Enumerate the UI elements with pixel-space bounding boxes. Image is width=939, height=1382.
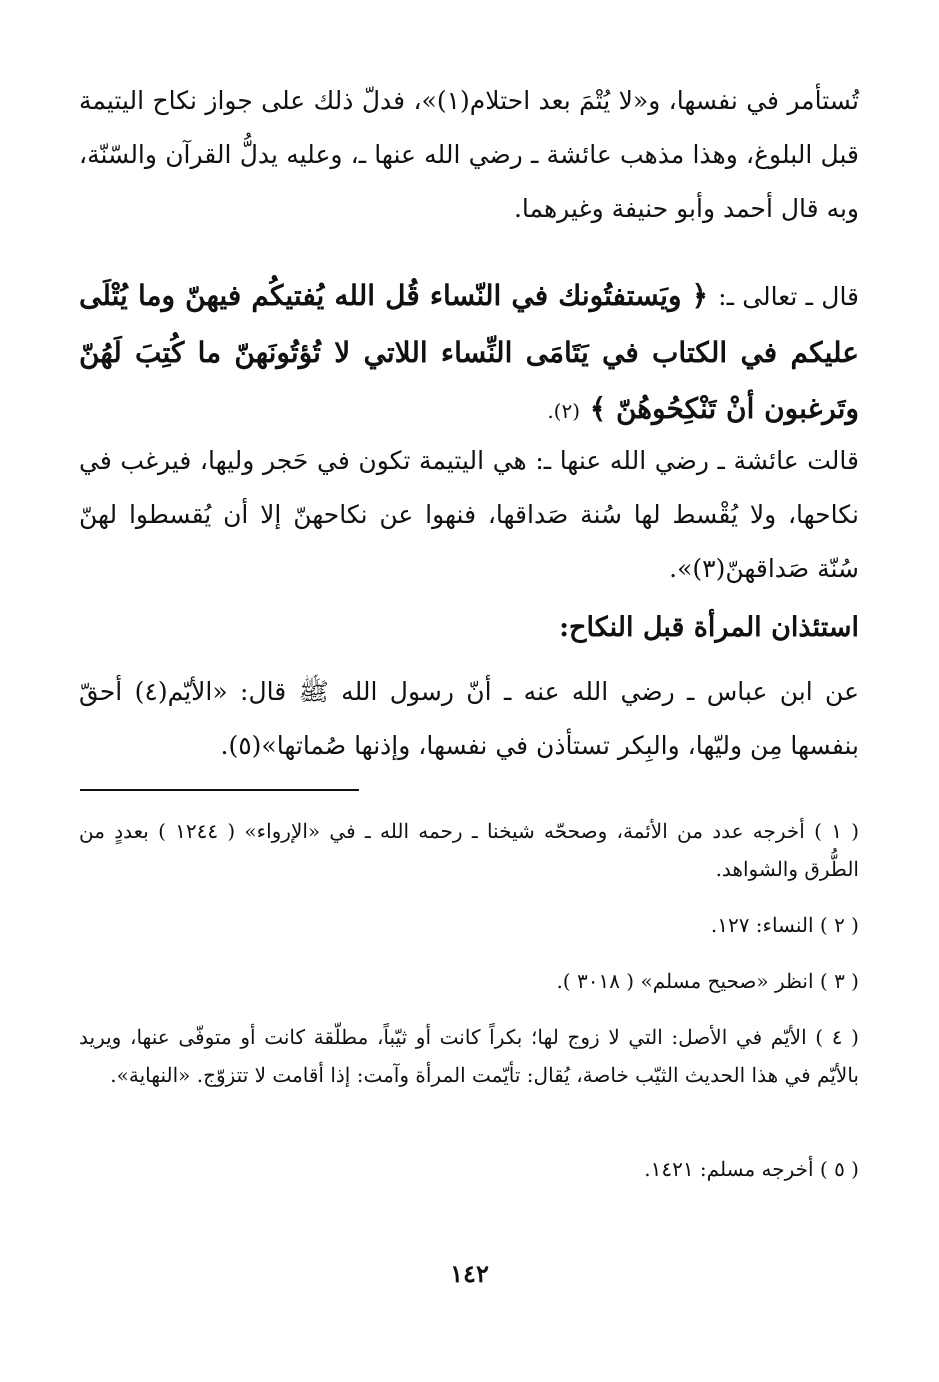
quran-reference: (٢). — [547, 399, 581, 423]
footnote-5: ( ٥ ) أخرجه مسلم: ١٤٢١. — [644, 1157, 859, 1181]
footnote-3: ( ٣ ) انظر «صحيح مسلم» ( ٣٠١٨ ). — [556, 969, 859, 993]
section-heading: استئذان المرأة قبل النكاح: — [559, 612, 859, 643]
footnote-separator — [80, 789, 359, 791]
paragraph-2: قالت عائشة ـ رضي الله عنها ـ: هي اليتيمة تكون في حَجر وليها، فيرغب في نكاحها، ولا يُقْسط لها سُنة صَداقها، فنهوا عن نكاحهنّ إلا أن يُقسطوا لهنّ سُنّة صَداقهنّ(٣)». — [79, 446, 859, 583]
quran-paragraph — [79, 268, 859, 439]
footnote-4: ( ٤ ) الأيّم في الأصل: التي لا زوج لها؛ بكراً كانت أو ثيّباً، مطلّقة كانت أو متوفّى عنها، ويريد بالأيّم في هذا الحديث الثيّب خاصة، يُقال: تأيّمت المرأة وآمت: إذا أقامت لا تتزوّج. «النهاية». — [79, 1025, 859, 1087]
quran-verse: ﴿ ويَستفتُونك في النّساء قُل الله يُفتيكُم فيهنّ وما يُتْلَى عليكم في الكتاب في يَتَامَى النِّساء اللاتي لا تُؤتُونَهنّ ما كُتِبَ لَهُنّ وتَرغبون أنْ تَنْكِحُوهُنّ ﴾ — [79, 279, 859, 425]
page-number: ١٤٢ — [450, 1259, 489, 1288]
footnote-2: ( ٢ ) النساء: ١٢٧. — [710, 913, 859, 937]
paragraph-3: عن ابن عباس ـ رضي الله عنه ـ أنّ رسول الله ﷺ قال: «الأيّم(٤) أحقّ بنفسها مِن وليّها، والبِكر تستأذن في نفسها، وإذنها صُماتها»(٥). — [79, 677, 860, 760]
quran-intro: قال ـ تعالى ـ: — [718, 282, 860, 311]
paragraph-1: تُستأمر في نفسها، و«لا يُتْمَ بعد احتلام(١)»، فدلّ ذلك على جواز نكاح اليتيمة قبل البلوغ، وهذا مذهب عائشة ـ رضي الله عنها ـ، وعليه يدلُّ القرآن والسّنّة، وبه قال أحمد وأبو حنيفة وغيرهما. — [79, 86, 859, 223]
footnote-1: ( ١ ) أخرجه عدد من الأئمة، وصححّه شيخنا ـ رحمه الله ـ في «الإرواء» ( ١٢٤٤ ) بعددٍ من الطُّرق والشواهد. — [79, 819, 859, 881]
